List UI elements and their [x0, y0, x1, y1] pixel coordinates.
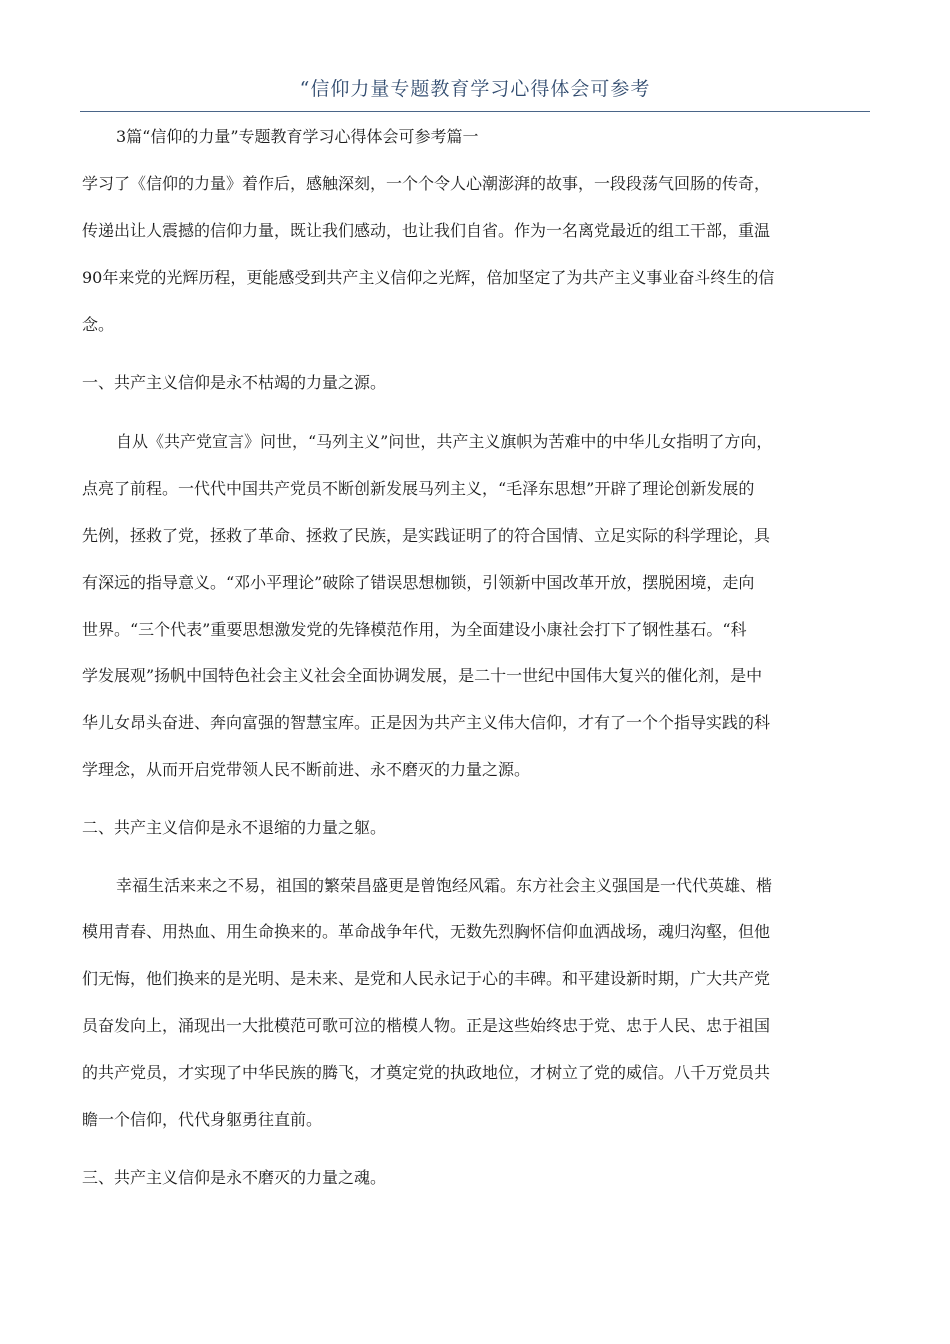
page-title: “信仰力量专题教育学习心得体会可参考 [299, 78, 651, 100]
section2-line-2: 模用青春、用热血、用生命换来的。革命战争年代，无数先烈胸怀信仰血洒战场，魂归沟壑，但他 [82, 922, 771, 941]
intro-line-3: 90年来党的光辉历程，更能感受到共产主义信仰之光辉，倍加坚定了为共产主义事业奋斗终生的信 [82, 268, 775, 287]
article-subtitle: 3篇“信仰的力量”专题教育学习心得体会可参考篇一 [116, 127, 479, 146]
section2-line-3: 们无悔，他们换来的是光明、是未来、是党和人民永记于心的丰碑。和平建设新时期，广大共产党 [82, 969, 771, 988]
section2-line-5: 的共产党员，才实现了中华民族的腾飞，才奠定党的执政地位，才树立了党的威信。八千万党员共 [82, 1063, 771, 1082]
section1-line-1: 自从《共产党宣言》问世，“马列主义”问世，共产主义旗帜为苦难中的中华儿女指明了方向， [116, 432, 773, 451]
intro-line-4: 念。 [82, 315, 115, 334]
section1-line-7: 华儿女昂头奋进、奔向富强的智慧宝库。正是因为共产主义伟大信仰，才有了一个个指导实践的科 [82, 713, 771, 732]
title-rule [80, 111, 870, 112]
intro-line-1: 学习了《信仰的力量》着作后，感触深刻，一个个令人心潮澎湃的故事，一段段荡气回肠的传奇， [82, 174, 771, 193]
section1-heading: 一、共产主义信仰是永不枯竭的力量之源。 [82, 373, 387, 392]
section2-line-1: 幸福生活来来之不易，祖国的繁荣昌盛更是曾饱经风霜。东方社会主义强国是一代代英雄、楷 [116, 876, 773, 895]
section2-line-4: 员奋发向上，涌现出一大批模范可歌可泣的楷模人物。正是这些始终忠于党、忠于人民、忠于祖国 [82, 1016, 771, 1035]
section1-line-3: 先例，拯救了党，拯救了革命、拯救了民族，是实践证明了的符合国情、立足实际的科学理论，具 [82, 526, 771, 545]
section3-heading: 三、共产主义信仰是永不磨灭的力量之魂。 [82, 1168, 387, 1187]
section1-line-4: 有深远的指导意义。“邓小平理论”破除了错误思想枷锁，引领新中国改革开放，摆脱困境，走向 [82, 573, 755, 592]
intro-line-2: 传递出让人震撼的信仰力量，既让我们感动，也让我们自省。作为一名离党最近的组工干部，重温 [82, 221, 771, 240]
section2-heading: 二、共产主义信仰是永不退缩的力量之躯。 [82, 818, 387, 837]
section1-line-8: 学理念，从而开启党带领人民不断前进、永不磨灭的力量之源。 [82, 760, 531, 779]
section1-line-6: 学发展观”扬帆中国特色社会主义社会全面协调发展，是二十一世纪中国伟大复兴的催化剂，是中 [82, 666, 763, 685]
section1-line-2: 点亮了前程。一代代中国共产党员不断创新发展马列主义，“毛泽东思想”开辟了理论创新发展的 [82, 479, 755, 498]
section2-line-6: 瞻一个信仰，代代身躯勇往直前。 [82, 1110, 323, 1129]
section1-line-5: 世界。“三个代表”重要思想激发党的先锋模范作用，为全面建设小康社会打下了钢性基石。“科 [82, 620, 747, 639]
